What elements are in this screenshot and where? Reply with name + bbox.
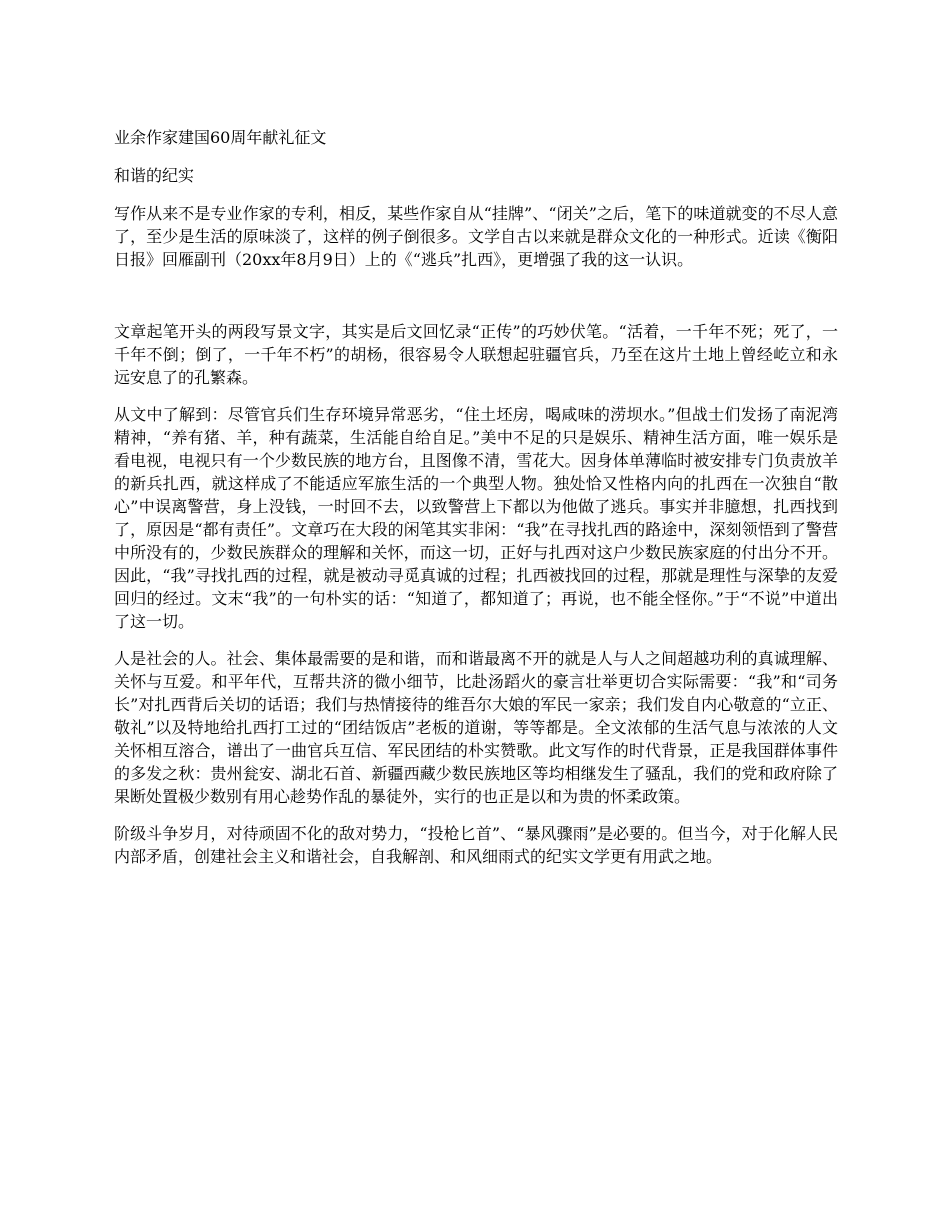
document-subtitle: 和谐的纪实 xyxy=(114,166,195,185)
paragraph-intro: 写作从来不是专业作家的专利，相反，某些作家自从“挂牌”、“闭关”之后，笔下的味道就变的不尽人意了，至少是生活的原味淡了，这样的例子倒很多。文学自古以来就是群众文化的一种形式。近读《衡阳日报》回雁副刊（20xx年8月9日）上的《“逃兵”扎西》，更增强了我的这一认识。 xyxy=(114,204,838,269)
paragraph-conclusion: 阶级斗争岁月，对待顽固不化的敌对势力，“投枪匕首”、“暴风骤雨”是必要的。但当今，对于化解人民内部矛盾，创建社会主义和谐社会，自我解剖、和风细雨式的纪实文学更有用武之地。 xyxy=(114,824,838,866)
paragraph-opening-scenery: 文章起笔开头的两段写景文字，其实是后文回忆录“正传”的巧妙伏笔。“活着，一千年不死；死了，一千年不倒；倒了，一千年不朽”的胡杨，很容易令人联想起驻疆官兵，乃至在这片土地上曾经屹立和永远安息了的孔繁森。 xyxy=(114,322,838,387)
paragraph-gap xyxy=(114,285,838,320)
document-title: 业余作家建国60周年献礼征文 xyxy=(114,128,327,147)
paragraph-story-summary: 从文中了解到：尽管官兵们生存环境异常恶劣，“住土坯房，喝咸味的涝坝水。”但战士们发扬了南泥湾精神，“养有猪、羊，种有蔬菜，生活能自给自足。”美中不足的只是娱乐、精神生活方面，唯一娱乐是看电视，电视只有一个少数民族的地方台，且图像不清，雪花大。因身体单薄临时被安排专门负责放羊的新兵扎西，就这样成了不能适应军旅生活的一个典型人物。独处恰又性格内向的扎西在一次独自“散心”中误离警营，身上没钱，一时回不去，以致警营上下都以为他做了逃兵。事实并非臆想，扎西找到了，原因是“都有责任”。文章巧在大段的闲笔其实非闲：“我”在寻找扎西的路途中，深刻领悟到了警营中所没有的，少数民族群众的理解和关怀，而这一切，正好与扎西对这户少数民族家庭的付出分不开。因此，“我”寻找扎西的过程，就是被动寻觅真诚的过程；扎西被找回的过程，那就是理性与深挚的友爱回归的经过。文末“我”的一句朴实的话：“知道了，都知道了；再说，也不能全怪你。”于“不说”中道出了这一切。 xyxy=(114,405,838,631)
paragraph-harmony: 人是社会的人。社会、集体最需要的是和谐，而和谐最离不开的就是人与人之间超越功利的真诚理解、关怀与互爱。和平年代，互帮共济的微小细节，比赴汤蹈火的豪言壮举更切合实际需要：“我”和“司务长”对扎西背后关切的话语；我们与热情接待的维吾尔大娘的军民一家亲；我们发自内心敬意的“立正、敬礼”以及特地给扎西打工过的“团结饭店”老板的道谢，等等都是。全文浓郁的生活气息与浓浓的人文关怀相互溶合，谱出了一曲官兵互信、军民团结的朴实赞歌。此文写作的时代背景，正是我国群体事件的多发之秋：贵州瓮安、湖北石首、新疆西藏少数民族地区等均相继发生了骚乱，我们的党和政府除了果断处置极少数别有用心趁势作乱的暴徒外，实行的也正是以和为贵的怀柔政策。 xyxy=(114,649,838,806)
document-body xyxy=(114,126,838,882)
